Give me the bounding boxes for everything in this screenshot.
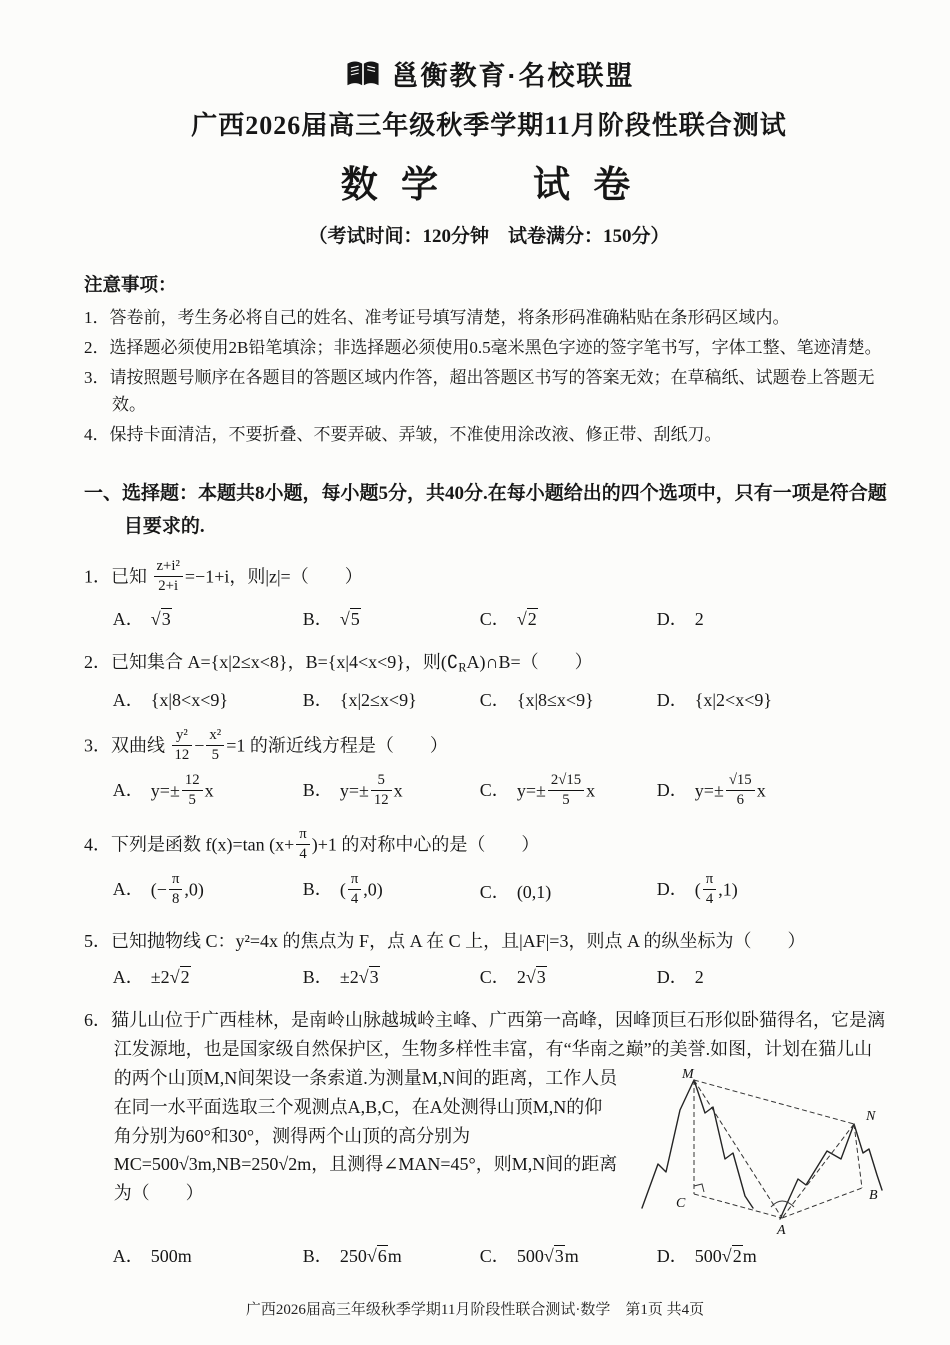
option-value: ,1) bbox=[718, 879, 738, 900]
question-1 bbox=[84, 557, 894, 631]
fraction bbox=[154, 558, 183, 595]
note-item-2: 2．选择题必须使用2B铅笔填涂；非选择题必须使用0.5毫米黑色字迹的签字笔书写，字体工整、笔迹清楚。 bbox=[84, 338, 882, 358]
fraction-denominator: 8 bbox=[171, 890, 180, 907]
option-c bbox=[480, 1242, 657, 1268]
multiple-choice-section bbox=[84, 478, 894, 1268]
exam-time-score-info: （考试时间：120分钟 试卷满分：150分） bbox=[308, 226, 670, 247]
option-label: C． bbox=[479, 1246, 510, 1267]
fraction-denominator: 4 bbox=[350, 890, 359, 907]
option-value: {x|2≤x<9} bbox=[339, 689, 417, 710]
fraction-numerator: π bbox=[703, 871, 716, 890]
fraction bbox=[206, 727, 224, 764]
fraction bbox=[348, 871, 361, 908]
option-c bbox=[480, 963, 657, 989]
question-number: 3． bbox=[84, 735, 111, 756]
option-label: C． bbox=[479, 780, 510, 801]
sqrt-radical bbox=[722, 1245, 743, 1266]
question-3 bbox=[84, 726, 894, 811]
fraction bbox=[169, 871, 182, 908]
option-value: {x|2<x<9} bbox=[694, 689, 772, 710]
angle-arc bbox=[771, 1201, 794, 1207]
option-label: D． bbox=[656, 608, 688, 629]
sqrt-radical bbox=[544, 1245, 565, 1266]
fraction-numerator: √15 bbox=[726, 772, 755, 791]
question-6-body bbox=[113, 1064, 894, 1239]
mountain-figure bbox=[632, 1066, 894, 1238]
figure-label-n: N bbox=[866, 1109, 876, 1125]
page-footer: 广西2026届高三年级秋季学期11月阶段性联合测试·数学 第1页 共4页 bbox=[245, 1302, 705, 1318]
sqrt-radical bbox=[340, 608, 361, 629]
figure-label-b: B bbox=[869, 1188, 878, 1204]
option-label: B． bbox=[302, 689, 333, 710]
sqrt-radical bbox=[151, 608, 172, 629]
sqrt-radical bbox=[359, 966, 380, 987]
exam-title: 广西2026届高三年级秋季学期11月阶段性联合测试 bbox=[191, 111, 787, 140]
option-b bbox=[303, 1242, 480, 1268]
question-3-stem bbox=[84, 726, 894, 766]
question-2-stem bbox=[84, 648, 894, 678]
option-c bbox=[480, 605, 657, 631]
option-value: 250 bbox=[339, 1246, 367, 1267]
fraction bbox=[726, 772, 755, 809]
option-label: B． bbox=[302, 1246, 333, 1267]
option-label: C． bbox=[479, 689, 510, 710]
stem-text: 猫儿山位于广西桂林，是南岭山脉越城岭主峰、广西第一高峰，因峰顶巨石形似卧猫得名，它是漓江发源地，也是国家级自然保护区，生物多样性丰富，有“华南之巅”的美誉.如图，计划在猫儿山 bbox=[111, 1010, 885, 1060]
option-a bbox=[112, 771, 303, 811]
option-label: C． bbox=[479, 608, 510, 629]
fraction-denominator: 4 bbox=[299, 845, 307, 862]
option-label: D． bbox=[656, 879, 688, 900]
stem-text: 已知 bbox=[111, 566, 147, 587]
option-label: A． bbox=[112, 780, 144, 801]
question-1-stem bbox=[84, 557, 894, 597]
option-value: ,0) bbox=[184, 879, 204, 900]
header bbox=[84, 54, 894, 248]
fraction bbox=[371, 772, 392, 809]
radicand: 2 bbox=[527, 608, 537, 629]
option-d bbox=[657, 605, 894, 631]
option-value: ,0) bbox=[363, 879, 383, 900]
question-6-stem bbox=[84, 1006, 894, 1239]
question-2 bbox=[84, 648, 894, 712]
option-value: x bbox=[393, 780, 403, 801]
option-d bbox=[657, 686, 894, 712]
option-a bbox=[113, 963, 303, 989]
stem-text: 已知抛物线 C：y²=4x 的焦点为 F，点 A 在 C 上，且|AF|=3，则点 A 的纵坐标为（ ） bbox=[111, 930, 806, 951]
option-d bbox=[657, 1242, 894, 1268]
option-value: y=± bbox=[694, 780, 724, 801]
fraction bbox=[548, 772, 584, 809]
option-value: m bbox=[742, 1246, 757, 1267]
stem-text: =1 的渐近线方程是（ ） bbox=[226, 735, 448, 756]
fraction-denominator: 5 bbox=[188, 791, 196, 808]
option-b bbox=[303, 963, 480, 989]
fraction bbox=[182, 772, 203, 809]
stem-text: 双曲线 bbox=[111, 735, 165, 756]
option-label: D． bbox=[656, 689, 688, 710]
fraction-numerator: π bbox=[169, 871, 182, 890]
figure-label-a: A bbox=[777, 1223, 786, 1239]
fraction-numerator: π bbox=[296, 826, 309, 845]
subject-title: 数 学 试 卷 bbox=[340, 165, 638, 206]
fraction-denominator: 12 bbox=[373, 791, 389, 808]
note-item-4: 4．保持卡面清洁，不要折叠、不要弄破、弄皱，不准使用涂改液、修正带、刮纸刀。 bbox=[84, 425, 722, 445]
fraction-numerator: y² bbox=[172, 727, 193, 746]
option-label: A． bbox=[112, 879, 144, 900]
option-c bbox=[480, 878, 657, 904]
option-label: D． bbox=[656, 780, 688, 801]
option-value: ( bbox=[339, 879, 346, 900]
option-label: D． bbox=[656, 1246, 688, 1267]
option-b bbox=[303, 605, 480, 631]
book-logo-icon bbox=[344, 57, 382, 91]
question-number: 6． bbox=[84, 1010, 111, 1031]
note-item-3: 3．请按照题号顺序在各题目的答题区域内作答，超出答题区书写的答案无效；在草稿纸、试题卷上答题无效。 bbox=[84, 368, 875, 414]
stem-text: =−1+i，则|z|=（ ） bbox=[184, 566, 363, 587]
option-value: 2 bbox=[516, 967, 526, 988]
option-label: B． bbox=[302, 780, 333, 801]
fraction-numerator: 12 bbox=[182, 772, 203, 791]
fraction-numerator: x² bbox=[206, 727, 224, 746]
option-value: y=± bbox=[339, 780, 369, 801]
fraction bbox=[172, 727, 193, 764]
sqrt-radical bbox=[517, 608, 538, 629]
option-label: A． bbox=[112, 689, 144, 710]
option-a bbox=[113, 686, 303, 712]
option-value: 500 bbox=[694, 1246, 722, 1267]
sqrt-radical bbox=[170, 966, 191, 987]
question-5-stem bbox=[84, 927, 894, 956]
question-4 bbox=[84, 825, 894, 910]
question-1-options bbox=[84, 605, 894, 631]
sqrt-radical bbox=[526, 966, 547, 987]
option-value: x bbox=[204, 780, 214, 801]
option-a bbox=[113, 605, 303, 631]
right-angle-mark bbox=[694, 1184, 704, 1192]
stem-text: A)∩B=（ ） bbox=[466, 651, 593, 672]
option-b bbox=[303, 686, 480, 712]
fraction-denominator: 2+i bbox=[158, 577, 179, 594]
fraction-numerator: z+i² bbox=[154, 558, 183, 577]
option-label: B． bbox=[302, 608, 333, 629]
question-4-options bbox=[84, 870, 894, 910]
fraction-numerator: π bbox=[348, 871, 361, 890]
radicand: 3 bbox=[369, 967, 379, 988]
option-label: A． bbox=[112, 608, 144, 629]
stem-text: 已知集合 A={x|2≤x<8}，B={x|4<x<9}，则(∁ bbox=[111, 651, 459, 672]
option-value: y=± bbox=[150, 780, 180, 801]
sqrt-radical bbox=[367, 1245, 388, 1266]
option-a bbox=[113, 1242, 303, 1268]
radicand: 3 bbox=[536, 967, 546, 988]
fraction bbox=[703, 871, 716, 908]
option-value: ±2 bbox=[339, 967, 359, 988]
fraction-denominator: 5 bbox=[211, 746, 219, 763]
question-5-options bbox=[84, 963, 894, 989]
option-label: D． bbox=[656, 967, 688, 988]
option-value: {x|8≤x<9} bbox=[516, 689, 594, 710]
option-d bbox=[656, 771, 894, 811]
option-value: ( bbox=[694, 879, 701, 900]
option-value: 2 bbox=[694, 967, 704, 988]
fraction-denominator: 12 bbox=[174, 746, 190, 763]
question-6-options bbox=[84, 1242, 894, 1268]
option-label: A． bbox=[112, 1246, 144, 1267]
fraction-denominator: 4 bbox=[705, 890, 714, 907]
notes-section bbox=[84, 272, 894, 448]
option-value: 500m bbox=[150, 1246, 192, 1267]
radicand: 3 bbox=[554, 1246, 564, 1267]
radicand: 2 bbox=[180, 967, 190, 988]
option-c bbox=[480, 686, 657, 712]
question-number: 1． bbox=[84, 566, 111, 587]
figure-labels bbox=[676, 1067, 878, 1238]
option-value: m bbox=[564, 1246, 579, 1267]
question-number: 5． bbox=[84, 930, 111, 951]
stem-text: )+1 的对称中心的是（ ） bbox=[311, 834, 540, 855]
question-5 bbox=[84, 927, 894, 990]
option-label: C． bbox=[479, 967, 510, 988]
stem-text: 的两个山顶M,N间架设一条索道.为测量M,N间的距离，工作人员在同一水平面选取三个观测点A,B,C，在A处测得山顶M,N的仰角分别为60°和30°，测得两个山顶的高分别为MC=500√3m,NB=250√2m，且测得∠MAN=45°，则M,N间的距离为（ ） bbox=[113, 1068, 618, 1204]
radicand: 6 bbox=[377, 1246, 387, 1267]
brand-row bbox=[84, 54, 894, 93]
option-value: {x|8<x<9} bbox=[150, 689, 228, 710]
question-4-stem bbox=[84, 825, 894, 865]
option-value: x bbox=[586, 780, 596, 801]
fraction-denominator: 5 bbox=[562, 791, 570, 808]
option-d bbox=[656, 870, 894, 910]
fraction-numerator: 2√15 bbox=[548, 772, 584, 791]
note-item-1: 1．答卷前，考生务必将自己的姓名、准考证号填写清楚，将条形码准确粘贴在条形码区域内。 bbox=[84, 307, 790, 327]
option-c bbox=[479, 771, 657, 811]
question-number: 4． bbox=[84, 834, 111, 855]
option-value: m bbox=[387, 1246, 402, 1267]
option-b bbox=[302, 771, 480, 811]
option-b bbox=[302, 870, 480, 910]
fraction-numerator: 5 bbox=[371, 772, 392, 791]
stem-text: − bbox=[194, 735, 205, 756]
radicand: 2 bbox=[732, 1246, 742, 1267]
fraction-denominator: 6 bbox=[736, 791, 744, 808]
option-value: 500 bbox=[516, 1246, 544, 1267]
section-heading: 一、选择题：本题共8小题，每小题5分，共40分.在每小题给出的四个选项中，只有一项是符合题目要求的. bbox=[84, 483, 887, 537]
option-label: A． bbox=[112, 967, 144, 988]
option-value: x bbox=[756, 780, 766, 801]
subscript: R bbox=[458, 660, 467, 675]
brand-name: 邕衡教育·名校联盟 bbox=[391, 61, 635, 91]
stem-text: 下列是函数 f(x)=tan (x+ bbox=[111, 834, 295, 855]
figure-label-m: M bbox=[682, 1067, 694, 1083]
construction-lines bbox=[694, 1080, 862, 1218]
option-label: B． bbox=[302, 879, 333, 900]
question-2-options bbox=[84, 686, 894, 712]
option-value: 2 bbox=[694, 608, 704, 629]
option-value: y=± bbox=[516, 780, 546, 801]
option-label: C． bbox=[479, 882, 510, 903]
figure-label-c: C bbox=[676, 1196, 686, 1212]
question-number: 2． bbox=[84, 651, 111, 672]
question-3-options bbox=[84, 771, 894, 811]
option-value: (− bbox=[150, 879, 167, 900]
option-a bbox=[112, 870, 303, 910]
option-label: B． bbox=[302, 967, 333, 988]
fraction bbox=[296, 826, 309, 863]
radicand: 5 bbox=[350, 608, 360, 629]
option-value: (0,1) bbox=[516, 882, 552, 903]
option-d bbox=[657, 963, 894, 989]
notes-heading: 注意事项： bbox=[84, 276, 177, 296]
question-6 bbox=[84, 1006, 894, 1268]
radicand: 3 bbox=[161, 608, 171, 629]
option-value: ±2 bbox=[150, 967, 170, 988]
